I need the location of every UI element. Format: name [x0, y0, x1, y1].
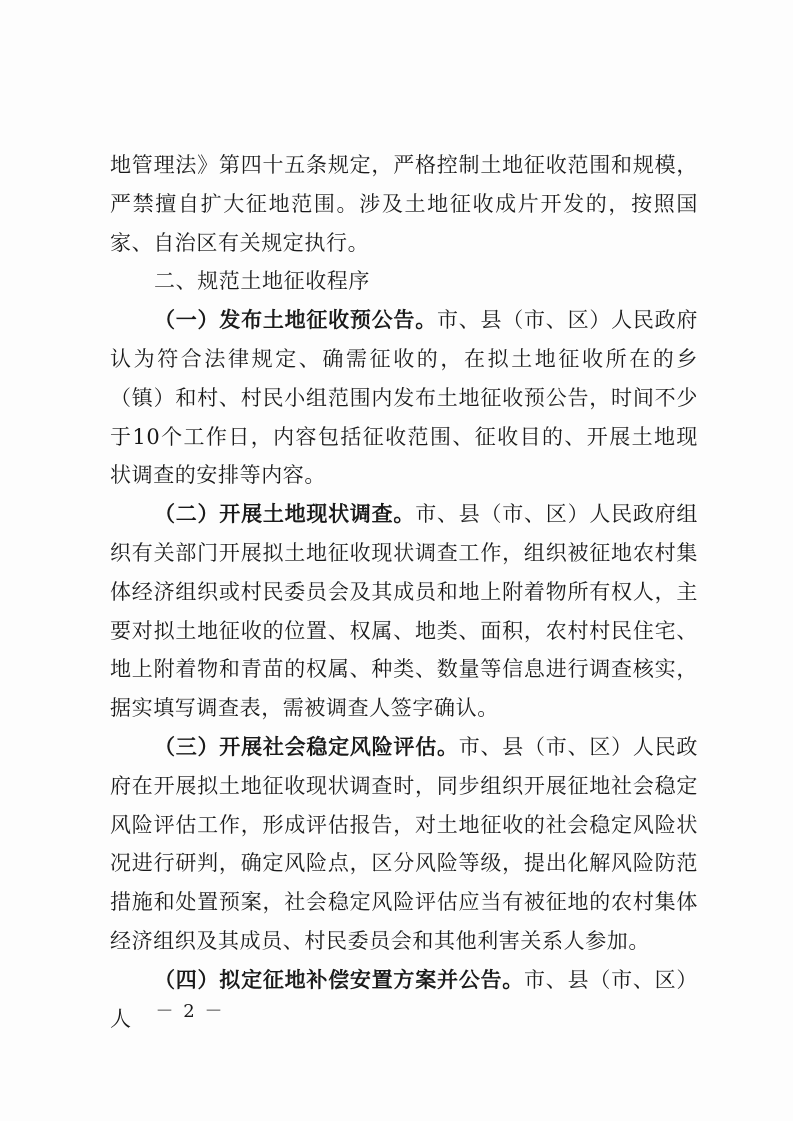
item-body: 市、县（市、区）人民政府组织有关部门开展拟土地征收现状调查工作，组织被征地农村集体经济组织或村民委员会及其成员和地上附着物所有权人，主要对拟土地征收的位置、权属、地类、面积，农村村民住宅、地上附着物和青苗的权属、种类、数量等信息进行调查核实，据实填写调查表，需被调查人签字确认。: [110, 502, 698, 721]
item-body: 市、县（市、区）人: [110, 967, 698, 1031]
item-lead: （四）拟定征地补偿安置方案并公告。: [154, 966, 525, 992]
item-paragraph-3: [110, 728, 698, 961]
item-lead: （二）开展土地现状调查。: [154, 501, 416, 527]
page-number: － 2 －: [155, 1001, 225, 1022]
item-lead: （一）发布土地征收预公告。: [154, 307, 437, 333]
item-paragraph-1: [110, 301, 698, 495]
section-heading: 二、规范土地征收程序: [154, 269, 370, 294]
item-body: 市、县（市、区）人民政府在开展拟土地征收现状调查时，同步组织开展征地社会稳定风险评估工作，形成评估报告，对土地征收的社会稳定风险状况进行研判，确定风险点，区分风险等级，提出化解风险防范措施和处置预案，社会稳定风险评估应当有被征地的农村集体经济组织及其成员、村民委员会和其他利害关系人参加。: [110, 734, 698, 953]
item-lead: （三）开展社会稳定风险评估。: [154, 733, 459, 759]
item-paragraph-2: [110, 495, 698, 728]
item-body: 市、县（市、区）人民政府认为符合法律规定、确需征收的，在拟土地征收所在的乡（镇）和村、村民小组范围内发布土地征收预公告，时间不少于10个工作日，内容包括征收范围、征收目的、开展土地现状调查的安排等内容。: [110, 308, 698, 488]
document-body: [110, 146, 698, 1038]
continuation-paragraph: 地管理法》第四十五条规定，严格控制土地征收范围和规模，严禁擅自扩大征地范围。涉及土地征收成片开发的，按照国家、自治区有关规定执行。: [110, 153, 698, 255]
